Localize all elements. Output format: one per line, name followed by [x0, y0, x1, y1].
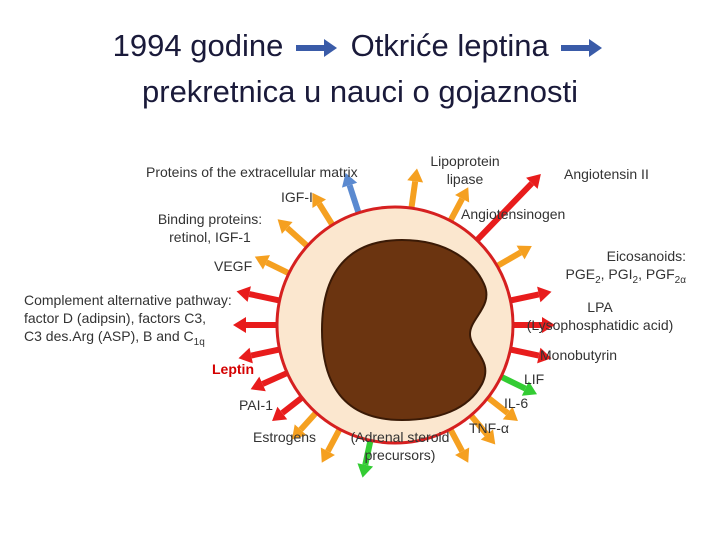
title-year: 1994 godine — [112, 28, 284, 63]
arrow-vegf-shaft — [266, 262, 290, 274]
label-complement-subscript: 1q — [193, 336, 205, 348]
label-eicosanoids-line2 — [500, 265, 686, 290]
label-pge-sub: 2 — [595, 274, 601, 286]
label-leptin: Leptin — [212, 361, 254, 377]
label-pgi: , PGI — [600, 266, 633, 282]
adipocyte-nucleus — [322, 240, 486, 420]
label-lpa — [512, 298, 688, 334]
label-angiotensinogen: Angiotensinogen — [461, 206, 566, 222]
label-complement-line3 — [24, 327, 232, 352]
label-adrenal-line1: (Adrenal steroid — [350, 429, 450, 445]
label-tnf-alpha: TNF-α — [469, 420, 509, 436]
label-adrenal-precursors — [336, 428, 464, 464]
label-pai1: PAI-1 — [239, 397, 273, 413]
arrow-complement-1-head-icon — [237, 286, 251, 302]
label-pgi-sub: 2 — [632, 274, 639, 286]
arrow-complement-3-shaft — [251, 349, 281, 355]
label-complement-line1: Complement alternative pathway: — [24, 292, 232, 308]
label-complement — [24, 291, 232, 352]
arrow-igf1-shaft — [350, 185, 360, 214]
label-binding-proteins-line1: Binding proteins: — [157, 211, 263, 227]
label-angiotensin-2: Angiotensin II — [564, 166, 649, 182]
arrow-ecm-shaft — [319, 204, 333, 227]
label-pge: PGE — [565, 266, 596, 282]
title-line-2: prekretnica u nauci o gojaznosti — [142, 74, 578, 109]
label-lif: LIF — [524, 371, 545, 387]
label-complement-line3-text: C3 des.Arg (ASP), B and C — [24, 328, 194, 344]
label-lipoprotein-line2: lipase — [446, 171, 484, 187]
arrow-monobutyrin-shaft — [499, 376, 525, 389]
label-vegf: VEGF — [214, 258, 253, 274]
label-adrenal-line2: precursors) — [364, 447, 436, 463]
arrow-adrenal-head-icon — [357, 463, 373, 477]
label-igf1: IGF-I — [281, 189, 313, 205]
label-ecm-proteins: Proteins of the extracellular matrix — [146, 164, 358, 180]
arrow-complement-4-shaft — [263, 372, 289, 384]
label-pgf-sub: 2α — [674, 274, 686, 286]
arrow-complement-1-shaft — [249, 294, 281, 301]
label-lipoprotein-line1: Lipoprotein — [430, 153, 500, 169]
label-il6: IL-6 — [504, 395, 529, 411]
label-monobutyrin: Monobutyrin — [540, 347, 618, 363]
label-eicosanoids-line1: Eicosanoids: — [606, 248, 686, 264]
label-eicosanoids — [500, 247, 686, 290]
label-lpa-line1: LPA — [587, 299, 613, 315]
title-discovery: Otkriće leptina — [350, 28, 549, 63]
label-complement-line2: factor D (adipsin), factors C3, — [24, 310, 207, 326]
arrow-binding-shaft — [287, 228, 309, 247]
arrow-complement-2-head-icon — [233, 317, 246, 333]
label-lpa-line2: (Lysophosphatidic acid) — [526, 317, 674, 333]
arrow-pai1-shaft — [301, 411, 318, 430]
arrow-leptin-shaft — [282, 396, 303, 413]
label-binding-proteins-line2: retinol, IGF-1 — [169, 229, 251, 245]
arrow-lipoprotein-shaft — [411, 181, 415, 210]
label-lipoprotein-lipase — [418, 152, 512, 188]
label-binding-proteins — [148, 210, 272, 246]
arrow-lpa-3-shaft — [508, 349, 538, 355]
label-estrogens: Estrogens — [253, 429, 317, 445]
label-pgf: , PGF — [638, 266, 675, 282]
